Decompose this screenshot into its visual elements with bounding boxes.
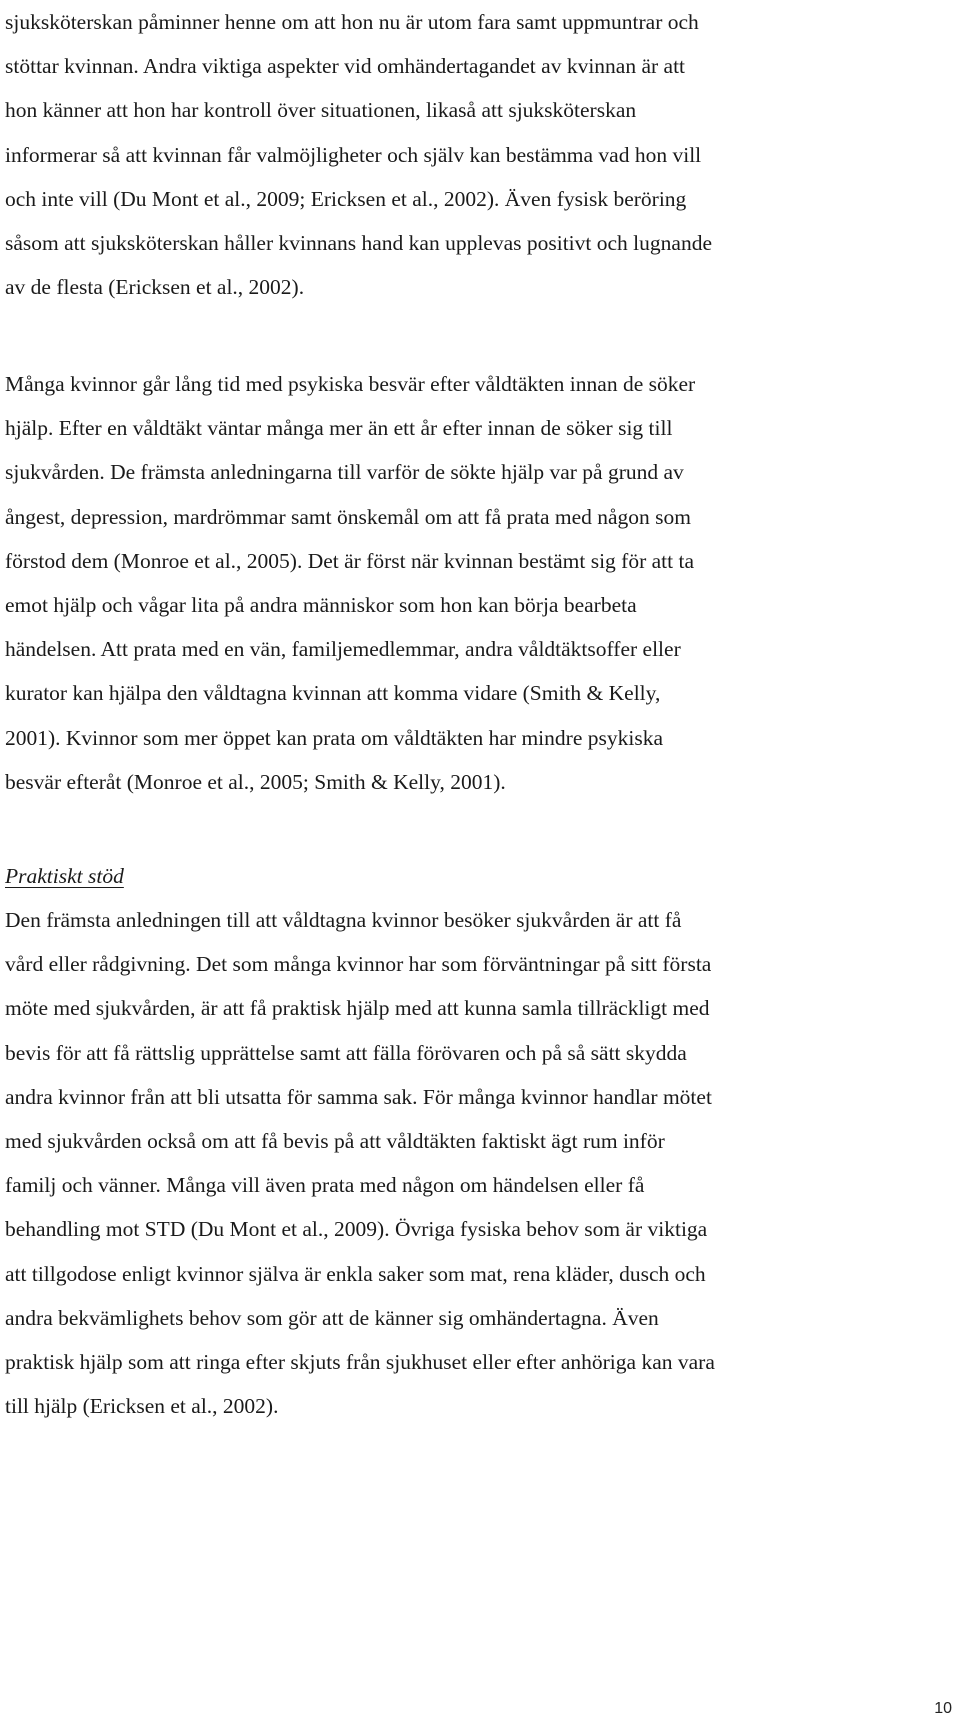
- text-line: av de flesta (Ericksen et al., 2002).: [5, 275, 305, 300]
- text-line: ångest, depression, mardrömmar samt önskemål om att få prata med någon som: [5, 504, 692, 529]
- page-number: 10: [934, 1700, 952, 1717]
- text-line: Den främsta anledningen till att våldtagna kvinnor besöker sjukvården är att få: [5, 908, 682, 932]
- text-line: sjukvården. De främsta anledningarna till varför de sökte hjälp var på grund av: [5, 460, 684, 485]
- text-line: hjälp. Efter en våldtäkt väntar många mer än ett år efter innan de söker sig till: [5, 416, 673, 441]
- text-line: hon känner att hon har kontroll över situationen, likaså att sjuksköterskan: [5, 98, 637, 123]
- text-line: vård eller rådgivning. Det som många kvinnor har som förväntningar på sitt första: [5, 952, 712, 977]
- text-line: emot hjälp och vågar lita på andra människor som hon kan börja bearbeta: [5, 593, 637, 618]
- text-line: att tillgodose enligt kvinnor själva är enkla saker som mat, rena kläder, dusch och: [5, 1261, 706, 1286]
- text-line: Många kvinnor går lång tid med psykiska besvär efter våldtäkten innan de söker: [5, 372, 696, 396]
- text-line: med sjukvården också om att få bevis på att våldtäkten faktiskt ägt rum inför: [5, 1129, 665, 1154]
- section-heading: Praktiskt stöd: [5, 864, 124, 888]
- text-line: stöttar kvinnan. Andra viktiga aspekter vid omhändertagandet av kvinnan är att: [5, 54, 686, 79]
- text-line: familj och vänner. Många vill även prata med någon om händelsen eller få: [5, 1173, 645, 1198]
- text-line: 2001). Kvinnor som mer öppet kan prata om våldtäkten har mindre psykiska: [5, 725, 663, 750]
- text-line: informerar så att kvinnan får valmöjligheter och själv kan bestämma vad hon vill: [5, 142, 702, 167]
- paragraph-practical-support: [5, 898, 715, 1428]
- text-line: förstod dem (Monroe et al., 2005). Det är först när kvinnan bestämt sig för att ta: [5, 548, 695, 573]
- text-line: såsom att sjuksköterskan håller kvinnans hand kan upplevas positivt och lugnande: [5, 231, 712, 256]
- text-line: besvär efteråt (Monroe et al., 2005; Smith & Kelly, 2001).: [5, 769, 506, 794]
- text-line: praktisk hjälp som att ringa efter skjuts från sjukhuset eller efter anhöriga kan vara: [5, 1350, 715, 1375]
- text-line: behandling mot STD (Du Mont et al., 2009). Övriga fysiska behov som är viktiga: [5, 1217, 708, 1242]
- text-line: och inte vill (Du Mont et al., 2009; Ericksen et al., 2002). Även fysisk beröring: [5, 186, 687, 211]
- text-line: händelsen. Att prata med en vän, familjemedlemmar, andra våldtäktsoffer eller: [5, 637, 681, 662]
- paragraph-psychological: [5, 362, 695, 804]
- text-line: möte med sjukvården, är att få praktisk hjälp med att kunna samla tillräckligt med: [5, 996, 710, 1021]
- text-line: bevis för att få rättslig upprättelse samt att fälla förövaren och på så sätt skydda: [5, 1040, 687, 1065]
- text-line: andra bekvämlighets behov som gör att de känner sig omhändertagna. Även: [5, 1305, 659, 1330]
- paragraph-aftercare: [5, 0, 712, 309]
- text-line: kurator kan hjälpa den våldtagna kvinnan att komma vidare (Smith & Kelly,: [5, 681, 661, 706]
- text-line: till hjälp (Ericksen et al., 2002).: [5, 1394, 279, 1419]
- text-line: sjuksköterskan påminner henne om att hon nu är utom fara samt uppmuntrar och: [5, 10, 699, 34]
- text-line: andra kvinnor från att bli utsatta för samma sak. För många kvinnor handlar mötet: [5, 1084, 712, 1109]
